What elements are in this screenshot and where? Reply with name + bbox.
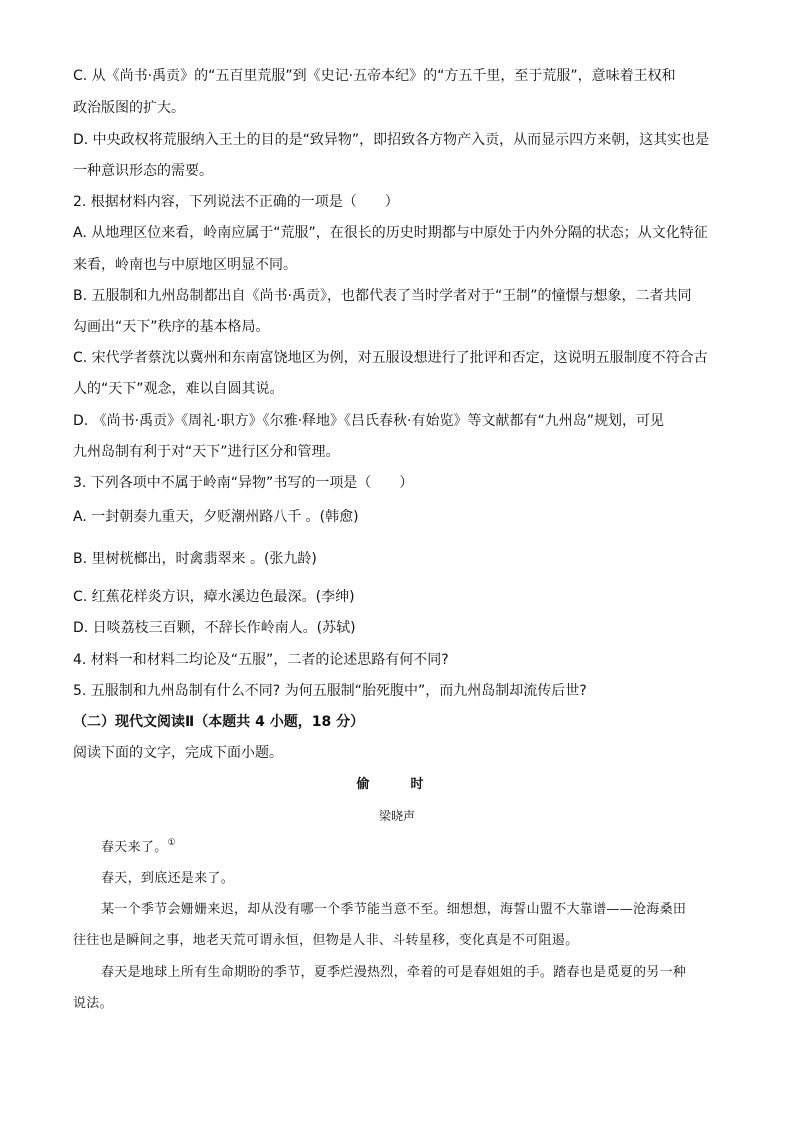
q3-stem: 3. 下列各项中不属于岭南“异物”书写的一项是（ ） xyxy=(73,475,414,491)
q1-option-d-line1: D. 中央政权将荒服纳入王土的目的是“致异物”，即招致各方物产入贡，从而显示四方来朝，这其实也是 xyxy=(73,132,710,148)
q1-option-c-line1: C. 从《尚书·禹贡》的“五百里荒服”到《史记·五帝本纪》的“方五千里，至于荒服”，意味着王权和 xyxy=(73,68,676,84)
footnote-marker: ① xyxy=(167,838,176,848)
article-paragraph-3-line1: 某一个季节会姗姗来迟，却从没有哪一个季节能当意不至。细想想，海誓山盟不大靠谱——沧海桑田 xyxy=(101,902,687,917)
article-paragraph-1 xyxy=(101,838,761,858)
article-title: 偷 时 xyxy=(356,777,438,792)
q3-option-d: D. 日啖荔枝三百颗，不辞长作岭南人。(苏轼) xyxy=(73,620,356,636)
paragraph-1-text: 春天来了。 xyxy=(101,840,168,855)
q2-option-a-line2: 来看，岭南也与中原地区明显不同。 xyxy=(73,257,297,273)
q3-option-a: A. 一封朝奏九重天，夕贬潮州路八千 。(韩愈) xyxy=(73,509,359,525)
q2-option-d-line1: D. 《尚书·禹贡》《周礼·职方》《尔雅·释地》《吕氏春秋·有始览》等文献都有“九州岛”规划，可见 xyxy=(73,413,664,429)
q3-option-b: B. 里树桄榔出，时禽翡翠来 。(张九龄) xyxy=(73,551,317,567)
q1-option-c-line2: 政治版图的扩大。 xyxy=(73,100,185,116)
q2-option-b-line1: B. 五服制和九州岛制都出自《尚书·禹贡》，也都代表了当时学者对于“王制”的憧憬与想象，二者共同 xyxy=(73,288,692,304)
q2-option-c-line2: 人的“天下”观念，难以自圆其说。 xyxy=(73,381,284,397)
q1-option-d-line2: 一种意识形态的需要。 xyxy=(73,163,213,179)
article-paragraph-4-line1: 春天是地球上所有生命期盼的季节，夏季烂漫热烈，牵着的可是春姐姐的手。踏春也是觅夏的另一种 xyxy=(101,965,687,980)
q2-stem: 2. 根据材料内容，下列说法不正确的一项是（ ） xyxy=(73,194,399,210)
q2-option-d-line2: 九州岛制有利于对“天下”进行区分和管理。 xyxy=(73,444,340,460)
q3-option-c: C. 红蕉花样炎方识，瘴水溪边色最深。(李绅) xyxy=(73,589,355,605)
section-instruction: 阅读下面的文字，完成下面小题。 xyxy=(73,745,283,761)
q2-option-b-line2: 勾画出“天下”秩序的基本格局。 xyxy=(73,319,270,335)
article-author: 梁晓声 xyxy=(378,809,415,823)
q2-option-a-line1: A. 从地理区位来看，岭南应属于“荒服”，在很长的历史时期都与中原处于内外分隔的状态；从文化特征 xyxy=(73,225,708,241)
article-paragraph-3-line2: 往往也是瞬间之事，地老天荒可谓永恒，但物是人非、斗转星移，变化真是不可阻遏。 xyxy=(73,933,579,948)
section-heading: （二）现代文阅读Ⅱ（本题共 4 小题，18 分） xyxy=(73,714,365,730)
article-paragraph-2: 春天，到底还是来了。 xyxy=(101,871,235,886)
q5-stem: 5. 五服制和九州岛制有什么不同? 为何五服制“胎死腹中”，而九州岛制却流传后世? xyxy=(73,683,587,699)
q4-stem: 4. 材料一和材料二均论及“五服”，二者的论述思路有何不同? xyxy=(73,652,449,668)
article-paragraph-4-line2: 说法。 xyxy=(73,996,113,1011)
q2-option-c-line1: C. 宋代学者蔡沈以冀州和东南富饶地区为例，对五服设想进行了批评和否定，这说明五服制度不符合古 xyxy=(73,350,708,366)
